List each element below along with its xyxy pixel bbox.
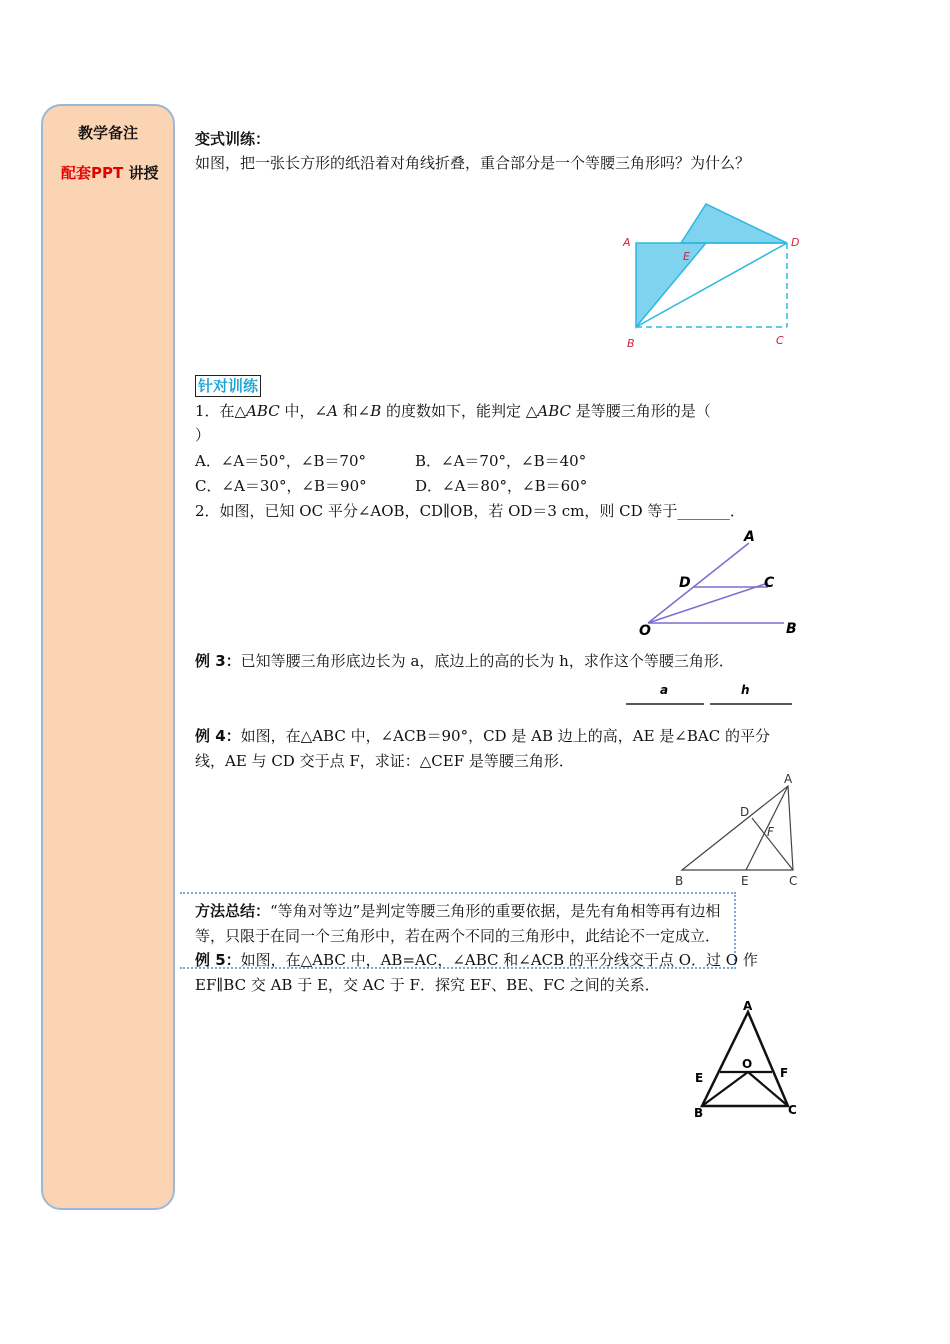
teaching-notes-sidebar xyxy=(41,104,175,1210)
fold-label-c: C xyxy=(776,334,784,347)
fold-figure xyxy=(620,200,810,350)
example-3: 例 3：已知等腰三角形底边长为 a，底边上的高的长为 h，求作这个等腰三角形． xyxy=(195,652,734,670)
angle-bisector-figure xyxy=(636,525,811,640)
label-e: E xyxy=(741,874,749,888)
q1-close: ） xyxy=(195,426,211,444)
label-c: C xyxy=(764,575,775,591)
segment-a-label: a xyxy=(660,683,669,697)
segment-oc xyxy=(648,583,768,623)
label-o: O xyxy=(639,623,651,639)
label-o: O xyxy=(742,1057,753,1071)
label-d: D xyxy=(679,575,691,591)
fold-label-a: A xyxy=(623,236,631,249)
example-5-line1: 例 5：如图，在△ABC 中，AB=AC，∠ABC 和∠ACB 的平分线交于点 O．过 O 作 xyxy=(195,951,758,969)
example-5-line2: EF∥BC 交 AB 于 E，交 AC 于 F．探究 EF、BE、FC 之间的关系． xyxy=(195,976,660,994)
label-d: D xyxy=(740,805,750,819)
bisector-bo xyxy=(702,1072,748,1106)
example-4-line1: 例 4：如图，在△ABC 中，∠ACB＝90°，CD 是 AB 边上的高，AE 是∠BAC 的平分 xyxy=(195,727,770,745)
label-a: A xyxy=(743,999,753,1013)
example-4-line2: 线，AE 与 CD 交于点 F，求证：△CEF 是等腰三角形． xyxy=(195,752,574,770)
label-c: C xyxy=(789,874,798,888)
right-triangle-figure xyxy=(670,768,810,893)
sidebar-note xyxy=(61,162,165,184)
q1-option-d: D．∠A＝80°，∠B＝60° xyxy=(415,477,588,495)
given-segments-figure xyxy=(622,680,797,710)
triangle-abc xyxy=(682,786,793,870)
fold-top-triangle xyxy=(681,204,787,243)
q2-stem: 2．如图，已知 OC 平分∠AOB，CD∥OB，若 OD＝3 cm，则 CD 等于_______． xyxy=(195,502,745,520)
fold-label-d: D xyxy=(791,236,800,249)
fold-left-triangle xyxy=(636,243,706,327)
targeted-heading: 针对训练 xyxy=(195,375,261,397)
label-e: E xyxy=(695,1071,704,1085)
variant-text: 如图，把一张长方形的纸沿着对角线折叠，重合部分是一个等腰三角形吗？为什么？ xyxy=(195,154,751,172)
label-c: C xyxy=(788,1103,797,1117)
q1-stem: 1．在△ABC 中，∠A 和∠B 的度数如下，能判定 △ABC 是等腰三角形的是（ xyxy=(195,402,711,420)
label-f: F xyxy=(767,825,774,839)
isosceles-figure xyxy=(690,1000,810,1125)
label-b: B xyxy=(786,621,797,637)
sidebar-note-ppt: 配套PPT xyxy=(61,164,124,182)
summary-line1: 方法总结：“等角对等边”是判定等腰三角形的重要依据，是先有角相等再有边相 xyxy=(195,902,721,920)
summary-line2: 等，只限于在同一个三角形中，若在两个不同的三角形中，此结论不一定成立． xyxy=(195,927,721,945)
q1-option-c: C．∠A＝30°，∠B＝90° xyxy=(195,477,367,495)
variant-heading: 变式训练： xyxy=(195,130,271,148)
label-a: A xyxy=(744,529,755,545)
label-b: B xyxy=(694,1106,704,1120)
segment-h-label: h xyxy=(741,683,750,697)
sidebar-title: 教学备注 xyxy=(77,124,138,142)
label-a: A xyxy=(784,772,793,786)
fold-label-e: E xyxy=(683,250,690,263)
q1-option-a: A．∠A＝50°，∠B＝70° xyxy=(195,452,366,470)
summary-border-top xyxy=(180,892,736,894)
label-b: B xyxy=(675,874,684,888)
ray-oa xyxy=(648,543,749,623)
label-f: F xyxy=(780,1066,789,1080)
sidebar-note-method: 讲授 xyxy=(128,164,159,182)
fold-label-b: B xyxy=(627,337,635,350)
q1-option-b: B．∠A＝70°，∠B＝40° xyxy=(415,452,587,470)
